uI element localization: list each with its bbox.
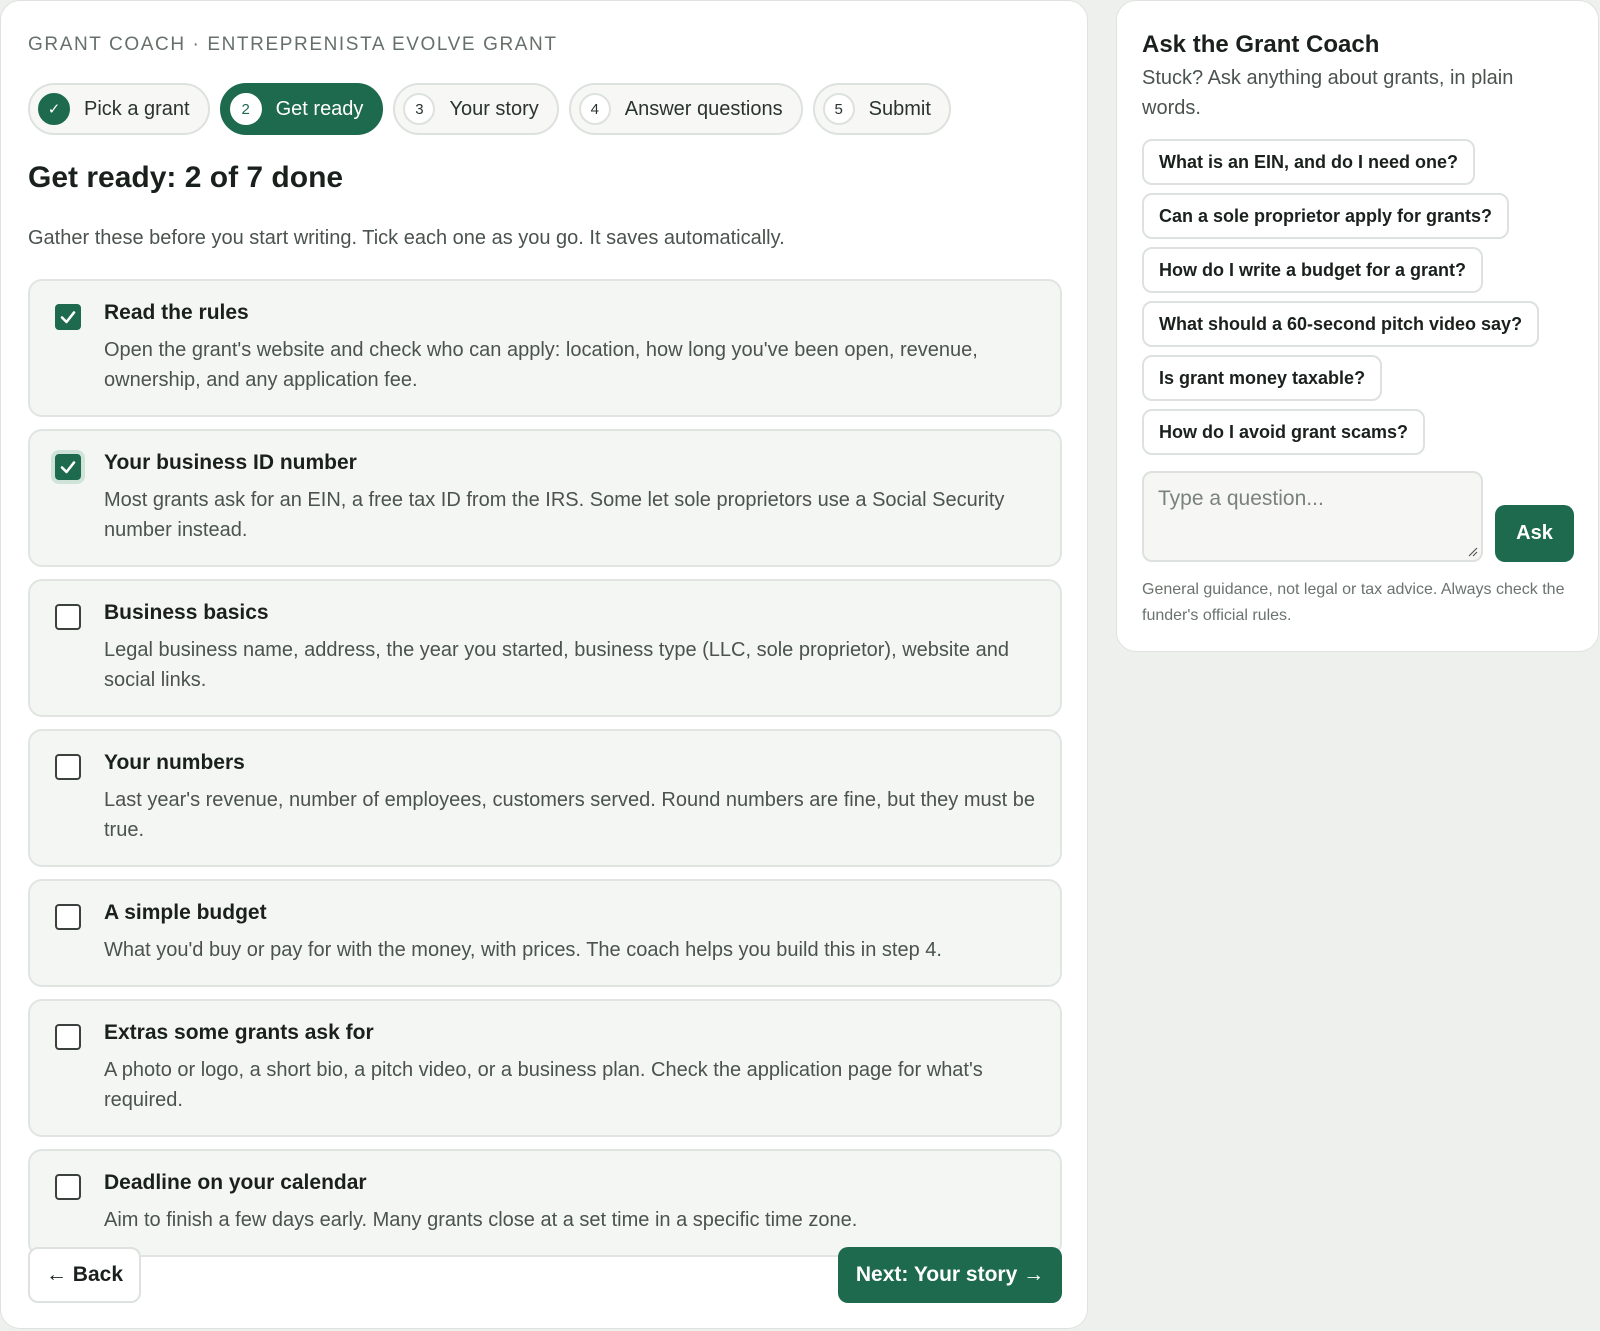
progress-stepper (28, 83, 951, 135)
checkbox[interactable] (55, 604, 81, 630)
page-title: Get ready: 2 of 7 done (28, 161, 344, 194)
step-label: Pick a grant (84, 97, 190, 120)
checkbox[interactable] (55, 1024, 81, 1050)
suggestion-chip[interactable]: How do I write a budget for a grant? (1142, 247, 1483, 293)
checklist-item (28, 279, 1062, 417)
breadcrumb: GRANT COACH · ENTREPRENISTA EVOLVE GRANT (28, 34, 558, 55)
suggested-questions (1142, 139, 1539, 463)
disclaimer-text: General guidance, not legal or tax advice. Always check the funder's official rules. (1142, 581, 1565, 624)
question-placeholder: Type a question... (1158, 487, 1324, 510)
ask-button[interactable]: Ask (1495, 505, 1574, 562)
step-number: 5 (823, 93, 855, 125)
item-description: A photo or logo, a short bio, a pitch video, or a business plan. Check the application page for what's required. (104, 1059, 983, 1111)
check-icon: ✓ (38, 93, 70, 125)
item-title: Extras some grants ask for (104, 1021, 374, 1044)
step-label: Answer questions (624, 97, 783, 120)
step-answer-questions[interactable] (569, 83, 803, 135)
step-your-story[interactable] (393, 83, 558, 135)
next-button[interactable]: Next: Your story → (838, 1247, 1062, 1303)
step-label: Your story (449, 97, 539, 120)
back-button[interactable]: ← Back (28, 1247, 141, 1303)
item-description: Legal business name, address, the year you started, business type (LLC, sole proprietor), website and social links. (104, 639, 1009, 691)
question-input[interactable] (1142, 471, 1483, 562)
suggestion-chip[interactable]: Is grant money taxable? (1142, 355, 1382, 401)
step-submit[interactable] (813, 83, 951, 135)
step-label: Get ready (275, 97, 364, 120)
checklist (28, 279, 1062, 1269)
step-label: Submit (868, 97, 931, 120)
item-description: Last year's revenue, number of employees, customers served. Round numbers are fine, but they must be true. (104, 789, 1035, 841)
item-title: Read the rules (104, 301, 249, 324)
checklist-item (28, 879, 1062, 987)
checkbox[interactable] (55, 904, 81, 930)
checklist-item (28, 999, 1062, 1137)
step-pick-a-grant[interactable] (28, 83, 210, 135)
item-description: Most grants ask for an EIN, a free tax ID from the IRS. Some let sole proprietors use a Social Security number instead. (104, 489, 1005, 541)
checkmark-icon (59, 308, 77, 326)
checkbox[interactable] (55, 1174, 81, 1200)
item-title: Business basics (104, 601, 269, 624)
suggestion-chip[interactable]: What is an EIN, and do I need one? (1142, 139, 1475, 185)
step-number: 3 (403, 93, 435, 125)
item-description: Aim to finish a few days early. Many grants close at a set time in a specific time zone. (104, 1209, 858, 1231)
checklist-item (28, 579, 1062, 717)
item-title: Your business ID number (104, 451, 357, 474)
step-get-ready[interactable] (220, 83, 384, 135)
checkbox[interactable] (55, 754, 81, 780)
intro-text: Gather these before you start writing. Tick each one as you go. It saves automatically. (28, 227, 785, 249)
checklist-item (28, 429, 1062, 567)
checklist-item (28, 729, 1062, 867)
suggestion-chip[interactable]: Can a sole proprietor apply for grants? (1142, 193, 1509, 239)
suggestion-chip[interactable]: How do I avoid grant scams? (1142, 409, 1425, 455)
suggestion-chip[interactable]: What should a 60-second pitch video say? (1142, 301, 1539, 347)
item-title: Your numbers (104, 751, 245, 774)
item-description: Open the grant's website and check who can apply: location, how long you've been open, revenue, ownership, and any application fee. (104, 339, 978, 391)
coach-panel (1116, 0, 1599, 652)
step-number: 4 (579, 93, 611, 125)
coach-title: Ask the Grant Coach (1142, 31, 1380, 58)
resize-grip-icon[interactable] (1466, 545, 1478, 557)
coach-subtitle: Stuck? Ask anything about grants, in plain words. (1142, 67, 1514, 119)
item-title: Deadline on your calendar (104, 1171, 367, 1194)
checklist-item (28, 1149, 1062, 1257)
checkbox-checked[interactable] (55, 304, 81, 330)
item-title: A simple budget (104, 901, 267, 924)
checkmark-icon (59, 458, 77, 476)
step-number: 2 (230, 93, 262, 125)
item-description: What you'd buy or pay for with the money, with prices. The coach helps you build this in step 4. (104, 939, 942, 961)
checkbox-checked[interactable] (55, 454, 81, 480)
